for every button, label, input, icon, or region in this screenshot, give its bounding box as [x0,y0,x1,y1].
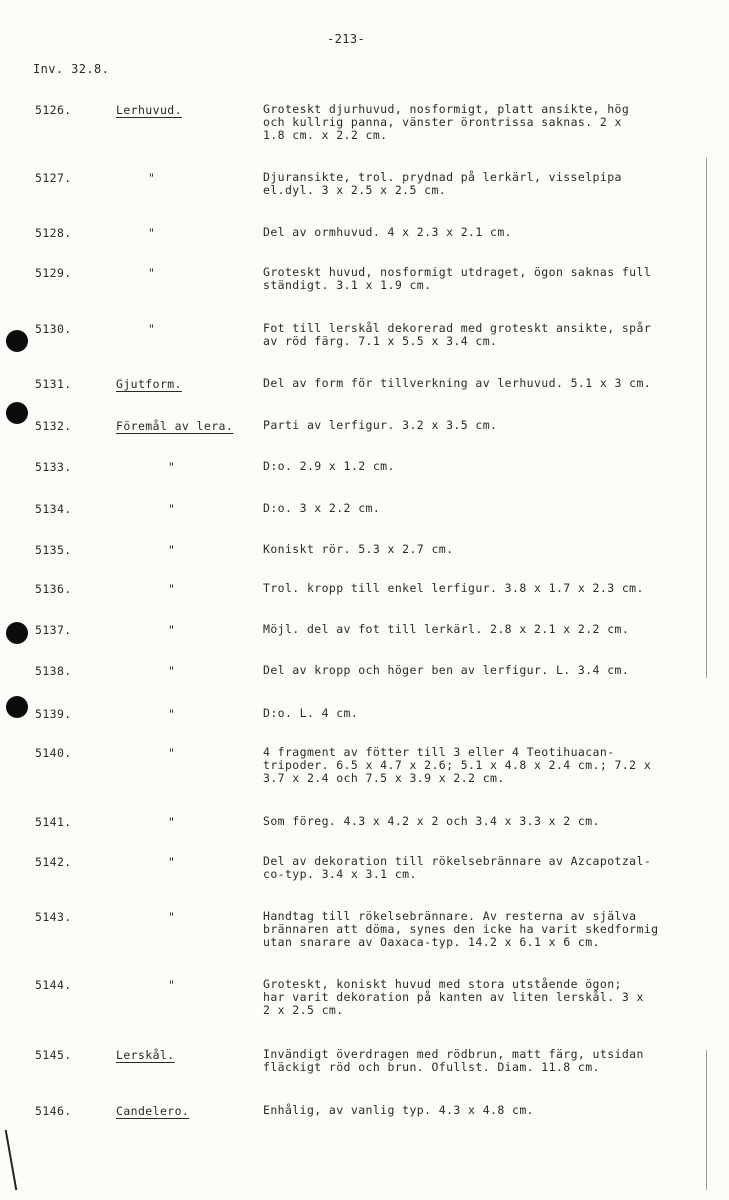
inventory-label: Inv. 32.8. [33,62,110,76]
entry-number: 5146. [35,1104,72,1118]
ditto-mark: " [168,502,176,516]
entry-number: 5132. [35,419,72,433]
entry-category: Lerskål. [116,1048,175,1062]
entry-description: Del av form för tillverkning av lerhuvud. 5.1 x 3 cm. [263,376,652,390]
ditto-mark: " [168,910,176,924]
entry-description: Del av dekoration till rökelsebrännare av Azcapotzal- co-typ. 3.4 x 3.1 cm. [263,854,652,881]
entry-category: Gjutform. [116,377,182,391]
entry-description: Del av kropp och höger ben av lerfigur. L. 3.4 cm. [263,663,630,677]
ditto-mark: " [168,582,176,596]
entry-number: 5140. [35,746,72,760]
entry-description: Invändigt överdragen med rödbrun, matt färg, utsidan fläckigt röd och brun. Ofullst. Diam. 11.8 cm. [263,1047,644,1074]
entry-number: 5133. [35,460,72,474]
entry-number: 5144. [35,978,72,992]
ditto-mark: " [168,746,176,760]
entry-description: Groteskt, koniskt huvud med stora utstående ögon; har varit dekoration på kanten av liten lerskål. 3 x 2 x 2.5 cm. [263,977,644,1017]
ditto-mark: " [168,815,176,829]
entry-number: 5141. [35,815,72,829]
entry-number: 5127. [35,171,72,185]
entry-number: 5135. [35,543,72,557]
entry-description: D:o. 3 x 2.2 cm. [263,501,381,515]
entry-description: Möjl. del av fot till lerkärl. 2.8 x 2.1 x 2.2 cm. [263,622,630,636]
ditto-mark: " [168,623,176,637]
entry-description: D:o. L. 4 cm. [263,706,359,720]
entry-number: 5139. [35,707,72,721]
entry-number: 5130. [35,322,72,336]
entry-number: 5142. [35,855,72,869]
ditto-mark: " [168,664,176,678]
entry-description: Som föreg. 4.3 x 4.2 x 2 och 3.4 x 3.3 x 2 cm. [263,814,600,828]
ditto-mark: " [148,226,156,240]
entry-number: 5136. [35,582,72,596]
entry-description: 4 fragment av fötter till 3 eller 4 Teotihuacan- tripoder. 6.5 x 4.7 x 2.6; 5.1 x 4.8 x 2.4 cm.; 7.2 x 3.7 x 2.4 och 7.5 x 3.9 x 2.2 cm. [263,745,652,785]
ditto-mark: " [148,322,156,336]
punch-hole [6,696,28,718]
entry-category: Candelero. [116,1104,190,1118]
ditto-mark: " [168,978,176,992]
entry-number: 5134. [35,502,72,516]
entry-description: Djuransikte, trol. prydnad på lerkärl, visselpipa el.dyl. 3 x 2.5 x 2.5 cm. [263,170,622,197]
entry-number: 5126. [35,103,72,117]
ditto-mark: " [168,460,176,474]
ditto-mark: " [168,855,176,869]
entry-number: 5145. [35,1048,72,1062]
ditto-mark: " [168,543,176,557]
ditto-mark: " [148,171,156,185]
entry-description: Groteskt djurhuvud, nosformigt, platt ansikte, hög och kullrig panna, vänster örontrissa saknas. 2 x 1.8 cm. x 2.2 cm. [263,102,630,142]
entry-description: Enhålig, av vanlig typ. 4.3 x 4.8 cm. [263,1103,534,1117]
ditto-mark: " [148,266,156,280]
corner-mark [5,1130,18,1190]
entry-number: 5128. [35,226,72,240]
entry-category: Lerhuvud. [116,103,182,117]
punch-hole [6,402,28,424]
page-number: -213- [327,32,366,46]
entry-number: 5137. [35,623,72,637]
punch-hole [6,330,28,352]
entry-description: Fot till lerskål dekorerad med groteskt ansikte, spår av röd färg. 7.1 x 5.5 x 3.4 cm. [263,321,652,348]
entry-description: Trol. kropp till enkel lerfigur. 3.8 x 1.7 x 2.3 cm. [263,581,644,595]
entry-number: 5129. [35,266,72,280]
entry-description: Del av ormhuvud. 4 x 2.3 x 2.1 cm. [263,225,513,239]
entry-number: 5131. [35,377,72,391]
entry-description: Handtag till rökelsebrännare. Av resterna av själva brännaren att döma, synes den icke ha varit skedformig utan snarare av Oaxaca-typ. 14.2 x 6.1 x 6 cm. [263,909,659,949]
entry-description: Koniskt rör. 5.3 x 2.7 cm. [263,542,454,556]
entry-number: 5143. [35,910,72,924]
entry-number: 5138. [35,664,72,678]
ditto-mark: " [168,707,176,721]
entry-description: Groteskt huvud, nosformigt utdraget, ögon saknas full ständigt. 3.1 x 1.9 cm. [263,265,652,292]
punch-hole [6,622,28,644]
entry-category: Föremål av lera. [116,419,234,433]
entry-description: Parti av lerfigur. 3.2 x 3.5 cm. [263,418,498,432]
entry-description: D:o. 2.9 x 1.2 cm. [263,459,395,473]
